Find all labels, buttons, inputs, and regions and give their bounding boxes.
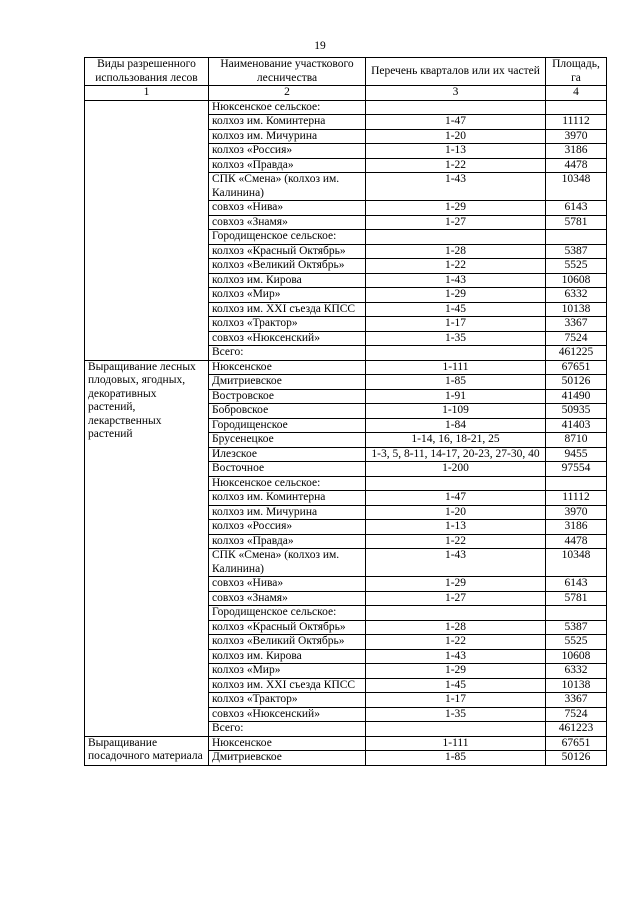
quarters-list: 1-22: [366, 158, 546, 173]
area-value: 10348: [546, 549, 607, 577]
area-value: 3186: [546, 144, 607, 159]
area-value: 3186: [546, 520, 607, 535]
area-value: 4478: [546, 534, 607, 549]
table-row: [85, 736, 607, 751]
forestry-name: совхоз «Нюксенский»: [209, 707, 366, 722]
area-value: 10138: [546, 302, 607, 317]
area-value: 41403: [546, 418, 607, 433]
area-value: 7524: [546, 331, 607, 346]
quarters-list: 1-43: [366, 173, 546, 201]
forestry-name: колхоз «Трактор»: [209, 693, 366, 708]
forest-use-type: Выращивание лесных плодовых, ягодных, декоративных растений, лекарственных растений: [85, 360, 209, 736]
column-number: 4: [546, 86, 607, 101]
area-value: 10608: [546, 649, 607, 664]
area-value: 5387: [546, 244, 607, 259]
forestry-name: колхоз «Красный Октябрь»: [209, 244, 366, 259]
area-value: 97554: [546, 462, 607, 477]
quarters-list: 1-22: [366, 259, 546, 274]
page-number: 19: [314, 40, 326, 52]
forestry-name: колхоз «Россия»: [209, 520, 366, 535]
forestry-name: колхоз им. Мичурина: [209, 505, 366, 520]
table-header-row: [85, 58, 607, 86]
forestry-name: Брусенецкое: [209, 433, 366, 448]
forestry-name: Городищенское: [209, 418, 366, 433]
forestry-name: колхоз «Великий Октябрь»: [209, 259, 366, 274]
quarters-list: 1-91: [366, 389, 546, 404]
forestry-name: колхоз им. XXI съезда КПСС: [209, 678, 366, 693]
quarters-list: 1-29: [366, 288, 546, 303]
area-value: 3367: [546, 693, 607, 708]
forestry-name: колхоз им. XXI съезда КПСС: [209, 302, 366, 317]
forestry-name: совхоз «Нива»: [209, 201, 366, 216]
area-value: [546, 100, 607, 115]
area-value: 5525: [546, 635, 607, 650]
table-row: [85, 360, 607, 375]
area-value: 10348: [546, 173, 607, 201]
forestry-name: Городищенское сельское:: [209, 606, 366, 621]
quarters-list: 1-45: [366, 302, 546, 317]
area-value: 8710: [546, 433, 607, 448]
forestry-name: совхоз «Нива»: [209, 577, 366, 592]
area-value: 5387: [546, 620, 607, 635]
forestry-name: колхоз им. Кирова: [209, 273, 366, 288]
forestry-name: колхоз им. Кирова: [209, 649, 366, 664]
quarters-list: 1-22: [366, 534, 546, 549]
forestry-name: Нюксенское: [209, 736, 366, 751]
quarters-list: 1-111: [366, 736, 546, 751]
area-value: 10608: [546, 273, 607, 288]
quarters-list: 1-13: [366, 520, 546, 535]
area-value: 3367: [546, 317, 607, 332]
forestry-name: Дмитриевское: [209, 375, 366, 390]
quarters-list: 1-85: [366, 751, 546, 766]
quarters-list: 1-20: [366, 505, 546, 520]
quarters-list: [366, 230, 546, 245]
quarters-list: 1-29: [366, 664, 546, 679]
header-forestry: Наименование участкового лесничества: [209, 58, 366, 86]
quarters-list: 1-47: [366, 491, 546, 506]
forestry-name: колхоз им. Мичурина: [209, 129, 366, 144]
forestry-name: колхоз «Россия»: [209, 144, 366, 159]
forestry-name: Нюксенское сельское:: [209, 100, 366, 115]
quarters-list: 1-200: [366, 462, 546, 477]
area-value: 7524: [546, 707, 607, 722]
area-value: 6332: [546, 664, 607, 679]
forestry-name: Городищенское сельское:: [209, 230, 366, 245]
forestry-name: совхоз «Знамя»: [209, 591, 366, 606]
quarters-list: 1-111: [366, 360, 546, 375]
forestry-name: совхоз «Нюксенский»: [209, 331, 366, 346]
quarters-list: 1-22: [366, 635, 546, 650]
area-value: 461225: [546, 346, 607, 361]
area-value: 50935: [546, 404, 607, 419]
area-value: 11112: [546, 491, 607, 506]
area-value: 11112: [546, 115, 607, 130]
forest-use-table: [84, 57, 607, 766]
area-value: 461223: [546, 722, 607, 737]
quarters-list: [366, 722, 546, 737]
forestry-name: Всего:: [209, 346, 366, 361]
forestry-name: Дмитриевское: [209, 751, 366, 766]
area-value: 50126: [546, 375, 607, 390]
area-value: 6332: [546, 288, 607, 303]
forest-use-type: Выращивание посадочного материала: [85, 736, 209, 765]
quarters-list: 1-109: [366, 404, 546, 419]
quarters-list: 1-84: [366, 418, 546, 433]
quarters-list: [366, 100, 546, 115]
forestry-name: колхоз «Трактор»: [209, 317, 366, 332]
forestry-name: СПК «Смена» (колхоз им. Калинина): [209, 549, 366, 577]
quarters-list: 1-28: [366, 244, 546, 259]
quarters-list: 1-29: [366, 577, 546, 592]
quarters-list: 1-43: [366, 649, 546, 664]
area-value: 67651: [546, 736, 607, 751]
header-area: Площадь, га: [546, 58, 607, 86]
column-number: 1: [85, 86, 209, 101]
quarters-list: 1-35: [366, 331, 546, 346]
area-value: 67651: [546, 360, 607, 375]
table-body: [85, 100, 607, 765]
table-row: [85, 100, 607, 115]
forestry-name: колхоз «Великий Октябрь»: [209, 635, 366, 650]
forestry-name: СПК «Смена» (колхоз им. Калинина): [209, 173, 366, 201]
forestry-name: колхоз «Правда»: [209, 158, 366, 173]
forestry-name: Востровское: [209, 389, 366, 404]
forestry-name: Всего:: [209, 722, 366, 737]
quarters-list: 1-45: [366, 678, 546, 693]
area-value: 5781: [546, 591, 607, 606]
quarters-list: 1-14, 16, 18-21, 25: [366, 433, 546, 448]
area-value: 10138: [546, 678, 607, 693]
forestry-name: Илезское: [209, 447, 366, 462]
forestry-name: Нюксенское: [209, 360, 366, 375]
area-value: 9455: [546, 447, 607, 462]
quarters-list: 1-17: [366, 317, 546, 332]
forest-use-type: [85, 100, 209, 360]
forestry-name: колхоз «Правда»: [209, 534, 366, 549]
forestry-name: Восточное: [209, 462, 366, 477]
quarters-list: [366, 606, 546, 621]
area-value: 41490: [546, 389, 607, 404]
column-number-row: [85, 86, 607, 101]
forestry-name: Бобровское: [209, 404, 366, 419]
area-value: [546, 230, 607, 245]
area-value: [546, 476, 607, 491]
area-value: 50126: [546, 751, 607, 766]
quarters-list: 1-43: [366, 549, 546, 577]
column-number: 2: [209, 86, 366, 101]
area-value: 6143: [546, 577, 607, 592]
quarters-list: 1-28: [366, 620, 546, 635]
quarters-list: 1-3, 5, 8-11, 14-17, 20-23, 27-30, 40: [366, 447, 546, 462]
quarters-list: 1-35: [366, 707, 546, 722]
area-value: 5525: [546, 259, 607, 274]
area-value: 4478: [546, 158, 607, 173]
column-number: 3: [366, 86, 546, 101]
quarters-list: 1-17: [366, 693, 546, 708]
forestry-name: колхоз «Мир»: [209, 288, 366, 303]
quarters-list: 1-85: [366, 375, 546, 390]
forestry-name: колхоз «Красный Октябрь»: [209, 620, 366, 635]
quarters-list: 1-27: [366, 215, 546, 230]
forestry-name: колхоз «Мир»: [209, 664, 366, 679]
forestry-name: колхоз им. Коминтерна: [209, 115, 366, 130]
header-use: Виды разрешенного использования лесов: [85, 58, 209, 86]
header-quarters: Перечень кварталов или их частей: [366, 58, 546, 86]
quarters-list: 1-20: [366, 129, 546, 144]
quarters-list: [366, 346, 546, 361]
forestry-name: колхоз им. Коминтерна: [209, 491, 366, 506]
quarters-list: 1-27: [366, 591, 546, 606]
quarters-list: 1-43: [366, 273, 546, 288]
forestry-name: совхоз «Знамя»: [209, 215, 366, 230]
quarters-list: 1-29: [366, 201, 546, 216]
area-value: 3970: [546, 129, 607, 144]
quarters-list: 1-13: [366, 144, 546, 159]
area-value: 3970: [546, 505, 607, 520]
area-value: [546, 606, 607, 621]
quarters-list: 1-47: [366, 115, 546, 130]
quarters-list: [366, 476, 546, 491]
area-value: 5781: [546, 215, 607, 230]
area-value: 6143: [546, 201, 607, 216]
forestry-name: Нюксенское сельское:: [209, 476, 366, 491]
